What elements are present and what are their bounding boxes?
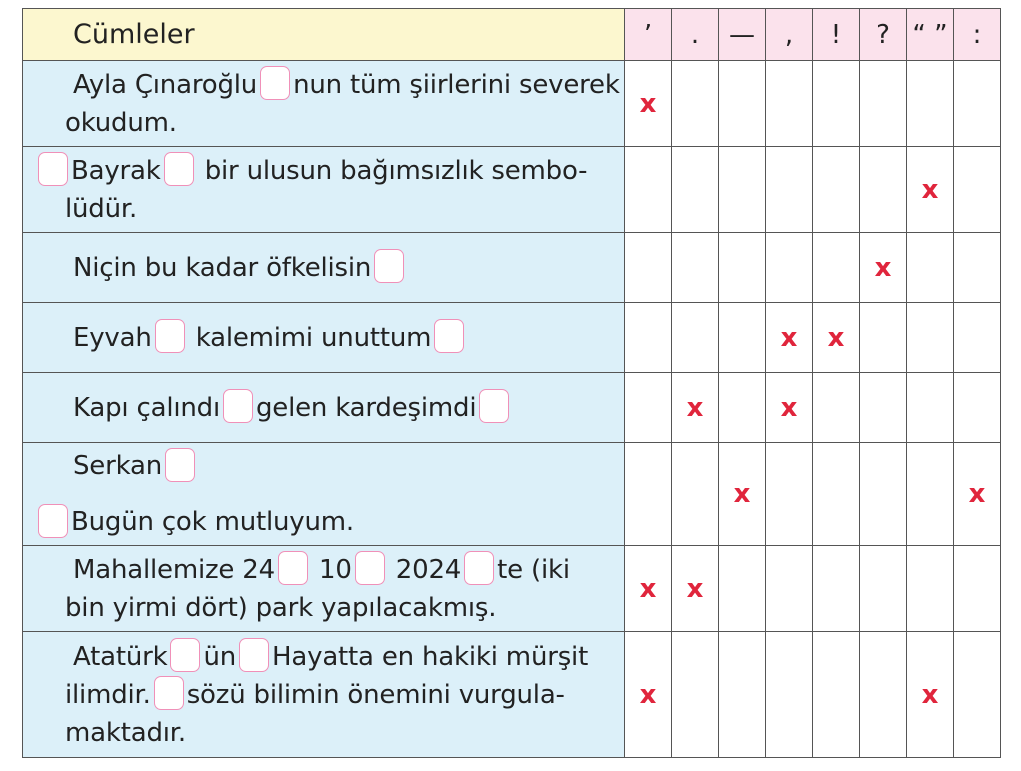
sentence-row [23,373,1001,443]
x-mark: x [639,88,657,119]
sentence-text: okudum. [65,107,177,138]
mark-cell-comma[interactable] [766,373,813,443]
x-mark: x [686,392,704,423]
mark-cell-period[interactable] [672,443,719,546]
sentence-text: sözü bilimin önemini vurgula- [186,679,565,710]
punctuation-blank-box[interactable] [434,319,464,353]
sentence-text: gelen kardeşimdi [256,392,477,423]
mark-cell-dash[interactable] [719,632,766,758]
sentence-row [23,632,1001,758]
mark-cell-dash[interactable] [719,546,766,632]
sentence-cell [23,546,625,632]
mark-header-exclamation: ! [813,9,860,61]
sentence-text: kalemimi unuttum [187,322,432,353]
sentence-text: Atatürk [73,641,168,672]
mark-cell-period[interactable] [672,303,719,373]
mark-cell-comma[interactable] [766,632,813,758]
mark-cell-colon[interactable] [954,61,1001,147]
punctuation-blank-box[interactable] [38,152,68,186]
mark-cell-colon[interactable] [954,147,1001,233]
mark-cell-exclamation[interactable] [813,443,860,546]
x-mark: x [733,479,751,509]
sentence-text: Eyvah [73,322,152,353]
punctuation-blank-box[interactable] [260,66,290,100]
sentence-cell [23,373,625,443]
sentence-row [23,147,1001,233]
mark-cell-question[interactable] [860,443,907,546]
mark-cell-comma[interactable] [766,147,813,233]
mark-cell-exclamation[interactable] [813,147,860,233]
mark-header-apostrophe: ’ [625,9,672,61]
sentence-text: 2024 [387,554,462,585]
punctuation-blank-box[interactable] [223,389,253,423]
punctuation-blank-box[interactable] [155,319,185,353]
mark-cell-apostrophe[interactable] [625,632,672,758]
sentence-row [23,303,1001,373]
sentence-cell [23,632,625,758]
punctuation-blank-box[interactable] [464,551,494,585]
mark-cell-dash[interactable] [719,233,766,303]
mark-cell-colon[interactable] [954,303,1001,373]
sentence-text: ilimdir. [65,679,151,710]
mark-cell-comma[interactable] [766,443,813,546]
x-mark: x [639,679,657,710]
mark-cell-comma[interactable] [766,303,813,373]
sentence-text: te (iki [497,554,570,585]
mark-header-quotes: “ ” [907,9,954,61]
mark-cell-exclamation[interactable] [813,61,860,147]
punctuation-blank-box[interactable] [355,551,385,585]
punctuation-blank-box[interactable] [170,638,200,672]
sentence-text: Bayrak [71,155,161,186]
mark-cell-dash[interactable] [719,61,766,147]
mark-cell-dash[interactable] [719,147,766,233]
punctuation-blank-box[interactable] [164,152,194,186]
mark-cell-apostrophe[interactable] [625,373,672,443]
sentence-text: Hayatta en hakiki mürşit [272,641,589,672]
mark-cell-period[interactable] [672,632,719,758]
mark-cell-quotes[interactable] [907,373,954,443]
mark-cell-exclamation[interactable] [813,303,860,373]
mark-cell-exclamation[interactable] [813,546,860,632]
sentence-cell [23,147,625,233]
sentence-row [23,546,1001,632]
x-mark: x [827,322,845,353]
mark-cell-comma[interactable] [766,546,813,632]
sentence-text: bin yirmi dört) park yapılacakmış. [65,592,497,623]
sentence-text: lüdür. [65,193,138,224]
mark-cell-colon[interactable] [954,632,1001,758]
mark-cell-apostrophe[interactable] [625,303,672,373]
mark-cell-apostrophe[interactable] [625,233,672,303]
mark-cell-apostrophe[interactable] [625,546,672,632]
mark-cell-exclamation[interactable] [813,632,860,758]
mark-cell-quotes[interactable] [907,233,954,303]
mark-cell-comma[interactable] [766,233,813,303]
punctuation-blank-box[interactable] [374,249,404,283]
sentence-text: maktadır. [65,717,186,748]
x-mark: x [780,392,798,423]
x-mark: x [921,679,939,710]
sentence-row [23,233,1001,303]
mark-cell-question[interactable] [860,546,907,632]
sentence-text: Ayla Çınaroğlu [73,69,258,100]
sentence-cell [23,233,625,303]
punctuation-blank-box[interactable] [278,551,308,585]
mark-cell-question[interactable] [860,147,907,233]
mark-cell-question[interactable] [860,632,907,758]
header-row [23,9,1001,61]
mark-cell-colon[interactable] [954,233,1001,303]
mark-cell-exclamation[interactable] [813,373,860,443]
punctuation-blank-box[interactable] [154,676,184,710]
mark-cell-question[interactable] [860,373,907,443]
mark-cell-question[interactable] [860,303,907,373]
mark-cell-apostrophe[interactable] [625,61,672,147]
mark-cell-period[interactable] [672,147,719,233]
mark-cell-period[interactable] [672,373,719,443]
mark-cell-apostrophe[interactable] [625,147,672,233]
sentence-cell [23,443,625,546]
mark-cell-dash[interactable] [719,443,766,546]
mark-cell-quotes[interactable] [907,632,954,758]
mark-header-dash: — [719,9,766,61]
sentence-text: Serkan [73,451,163,481]
mark-cell-period[interactable] [672,61,719,147]
sentence-text: Niçin bu kadar öfkelisin [73,252,372,283]
mark-header-period: . [672,9,719,61]
sentence-row [23,61,1001,147]
mark-cell-comma[interactable] [766,61,813,147]
punctuation-blank-box[interactable] [239,638,269,672]
mark-cell-quotes[interactable] [907,303,954,373]
mark-cell-period[interactable] [672,546,719,632]
mark-cell-quotes[interactable] [907,61,954,147]
sentence-cell [23,61,625,147]
mark-cell-question[interactable] [860,61,907,147]
sentence-cell [23,303,625,373]
mark-cell-dash[interactable] [719,303,766,373]
mark-cell-colon[interactable] [954,373,1001,443]
x-mark: x [874,252,892,283]
mark-cell-colon[interactable] [954,443,1001,546]
punctuation-blank-box[interactable] [38,504,68,538]
sentence-text: nun tüm şiirlerini severek [293,69,620,100]
x-mark: x [968,479,986,509]
mark-cell-dash[interactable] [719,373,766,443]
mark-cell-apostrophe[interactable] [625,443,672,546]
punctuation-blank-box[interactable] [479,389,509,423]
sentence-text: ün [203,641,237,672]
mark-cell-colon[interactable] [954,546,1001,632]
x-mark: x [639,573,657,604]
mark-header-comma: , [766,9,813,61]
sentences-header: Cümleler [23,9,625,61]
mark-cell-quotes[interactable] [907,147,954,233]
mark-cell-quotes[interactable] [907,546,954,632]
x-mark: x [921,174,939,205]
mark-header-question: ? [860,9,907,61]
mark-cell-quotes[interactable] [907,443,954,546]
punctuation-blank-box[interactable] [165,448,195,482]
sentence-row [23,443,1001,546]
mark-header-colon: : [954,9,1001,61]
mark-cell-exclamation[interactable] [813,233,860,303]
sentence-text: 10 [310,554,352,585]
punctuation-table [22,8,1001,758]
sentence-text: Bugün çok mutluyum. [71,507,354,537]
x-mark: x [686,573,704,604]
mark-cell-period[interactable] [672,233,719,303]
sentence-text: bir ulusun bağımsızlık sembo- [196,155,588,186]
sentence-text: Kapı çalındı [73,392,220,423]
x-mark: x [780,322,798,353]
sentence-text: Mahallemize 24 [73,554,275,585]
mark-cell-question[interactable] [860,233,907,303]
